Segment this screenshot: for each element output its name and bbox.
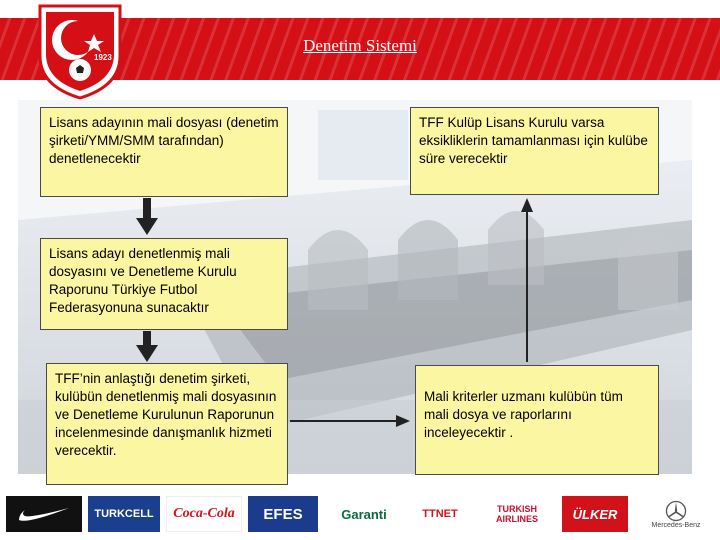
step-box-1: Lisans adayının mali dosyası (denetim şirketi/YMM/SMM tarafından) denetlenecektir xyxy=(40,107,288,197)
sponsor-efes: EFES xyxy=(248,496,318,532)
page-title: Denetim Sistemi xyxy=(303,36,417,55)
nike-swoosh-icon xyxy=(17,504,71,524)
sponsor-mercedes xyxy=(634,496,718,532)
arrow-right-3-to-5 xyxy=(290,415,410,427)
sponsor-ulker: ÜLKER xyxy=(562,496,628,532)
arrow-up-5-to-4 xyxy=(521,198,533,362)
sponsor-garanti: Garanti xyxy=(326,496,402,532)
sponsor-turkcell: TURKCELL xyxy=(88,496,160,532)
step-box-4: TFF Kulüp Lisans Kurulu varsa eksikliklerin tamamlanması için kulübe süre verecektir xyxy=(410,107,659,195)
sponsor-turkish-airlines: TURKISH AIRLINES xyxy=(478,496,556,532)
step-box-3: TFF’nin anlaştığı denetim şirketi, kulübün denetlenmiş mali dosyasının ve Denetleme Kurulunun Raporunun incelenmesinde danışmanlık hizmeti verecektir. xyxy=(46,363,288,485)
emblem-year: 1923 xyxy=(94,53,112,62)
arrow-down-1 xyxy=(136,198,158,235)
mercedes-star-icon xyxy=(665,500,687,522)
step-box-2: Lisans adayı denetlenmiş mali dosyasını ve Denetleme Kurulu Raporunu Türkiye Futbol Federasyonuna sunacaktır xyxy=(40,238,288,330)
sponsor-ttnet: TTNET xyxy=(408,496,472,532)
mercedes-label: Mercedes-Benz xyxy=(651,521,701,529)
step-box-5: Mali kriterler uzmanı kulübün tüm mali dosya ve raporlarını inceleyecektir . xyxy=(415,365,659,475)
sponsor-nike xyxy=(6,496,82,532)
sponsor-coca-cola: Coca-Cola xyxy=(166,496,242,532)
arrow-down-2 xyxy=(136,331,158,362)
sponsor-strip xyxy=(0,488,720,540)
